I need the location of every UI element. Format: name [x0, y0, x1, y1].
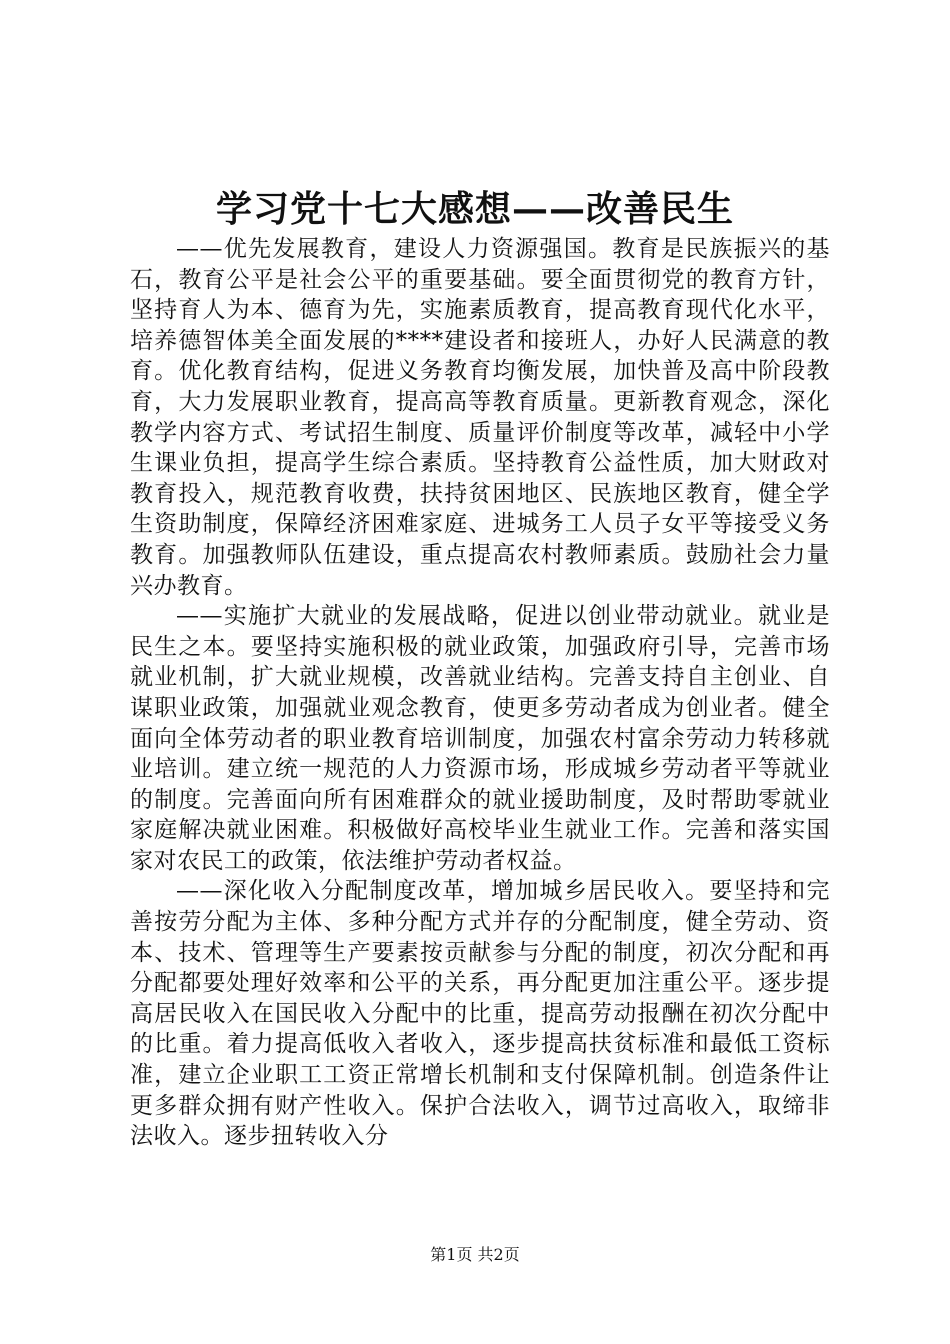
document-body	[130, 234, 830, 1152]
paragraph-education: ——优先发展教育，建设人力资源强国。教育是民族振兴的基石，教育公平是社会公平的重要基础。要全面贯彻党的教育方针，坚持育人为本、德育为先，实施素质教育，提高教育现代化水平，培养德智体美全面发展的****建设者和接班人，办好人民满意的教育。优化教育结构，促进义务教育均衡发展，加快普及高中阶段教育，大力发展职业教育，提高高等教育质量。更新教育观念，深化教学内容方式、考试招生制度、质量评价制度等改革，减轻中小学生课业负担，提高学生综合素质。坚持教育公益性质，加大财政对教育投入，规范教育收费，扶持贫困地区、民族地区教育，健全学生资助制度，保障经济困难家庭、进城务工人员子女平等接受义务教育。加强教师队伍建设，重点提高农村教师素质。鼓励社会力量兴办教育。	[130, 236, 830, 599]
page-number-footer: 第1页 共2页	[430, 1245, 520, 1264]
paragraph-income: ——深化收入分配制度改革，增加城乡居民收入。要坚持和完善按劳分配为主体、多种分配方式并存的分配制度，健全劳动、资本、技术、管理等生产要素按贡献参与分配的制度，初次分配和再分配都要处理好效率和公平的关系，再分配更加注重公平。逐步提高居民收入在国民收入分配中的比重，提高劳动报酬在初次分配中的比重。着力提高低收入者收入，逐步提高扶贫标准和最低工资标准，建立企业职工工资正常增长机制和支付保障机制。创造条件让更多群众拥有财产性收入。保护合法收入，调节过高收入，取缔非法收入。逐步扭转收入分	[130, 878, 830, 1150]
document-title: 学习党十七大感想——改善民生	[215, 188, 734, 230]
paragraph-employment: ——实施扩大就业的发展战略，促进以创业带动就业。就业是民生之本。要坚持实施积极的就业政策，加强政府引导，完善市场就业机制，扩大就业规模，改善就业结构。完善支持自主创业、自谋职业政策，加强就业观念教育，使更多劳动者成为创业者。健全面向全体劳动者的职业教育培训制度，加强农村富余劳动力转移就业培训。建立统一规范的人力资源市场，形成城乡劳动者平等就业的制度。完善面向所有困难群众的就业援助制度，及时帮助零就业家庭解决就业困难。积极做好高校毕业生就业工作。完善和落实国家对农民工的政策，依法维护劳动者权益。	[130, 603, 830, 874]
